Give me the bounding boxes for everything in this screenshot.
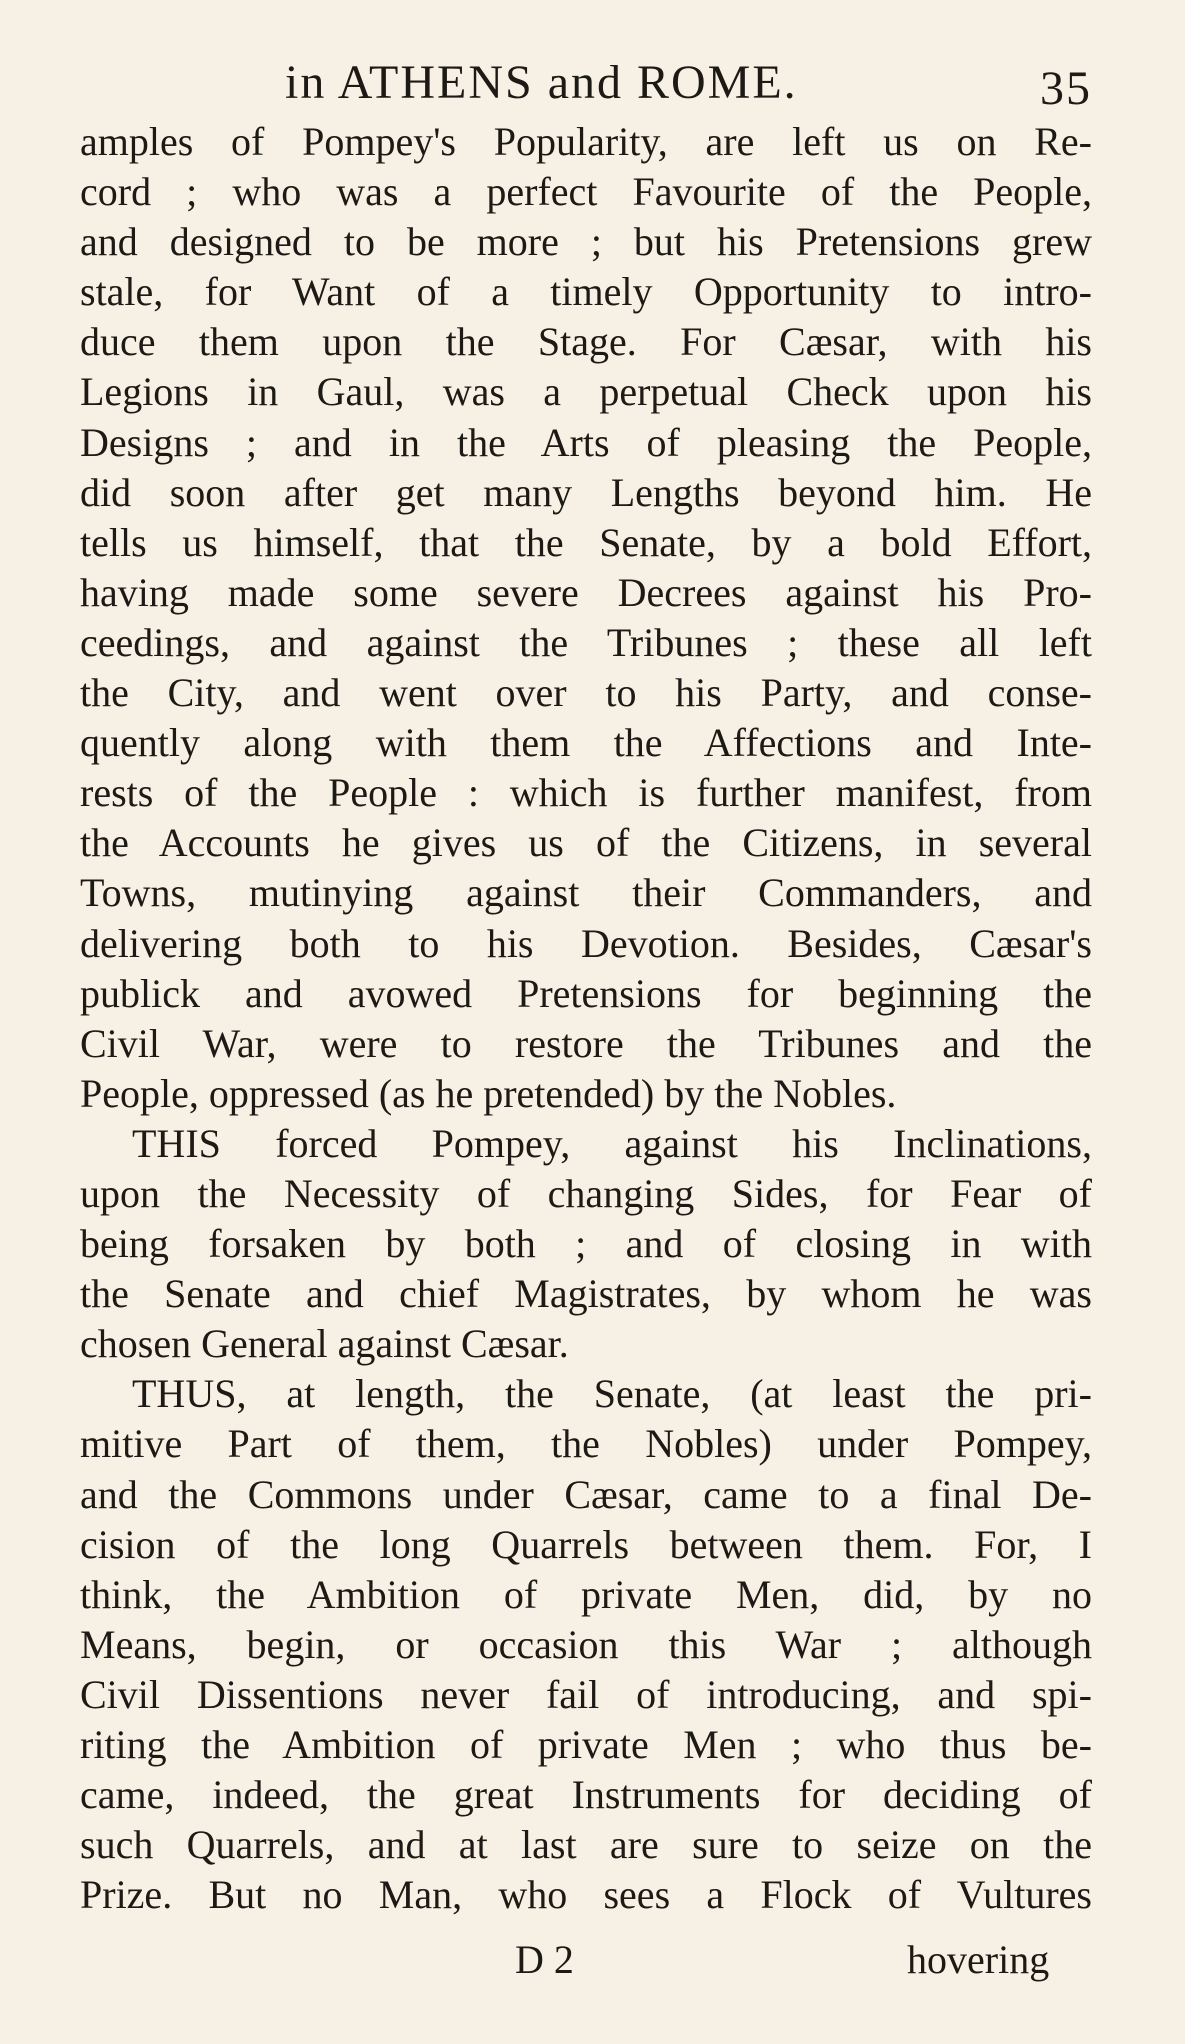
- page-footer: [0, 1936, 1185, 1986]
- text-line: Legions in Gaul, was a perpetual Check upon his: [80, 369, 1092, 415]
- text-line: amples of Pompey's Popularity, are left us on Re-: [80, 119, 1092, 164]
- text-line: such Quarrels, and at last are sure to seize on the: [80, 1822, 1092, 1868]
- text-line: upon the Necessity of changing Sides, for Fear of: [80, 1170, 1092, 1216]
- running-header: [0, 55, 1185, 115]
- text-line: and the Commons under Cæsar, came to a final De-: [80, 1471, 1092, 1517]
- body-text: [80, 117, 1092, 1920]
- text-line: cord ; who was a perfect Favourite of the People,: [80, 169, 1092, 215]
- text-line: Civil Dissentions never fail of introducing, and spi-: [80, 1671, 1092, 1717]
- text-line: publick and avowed Pretensions for beginning the: [80, 970, 1092, 1016]
- text-line: came, indeed, the great Instruments for deciding of: [80, 1772, 1092, 1818]
- text-line: having made some severe Decrees against his Pro-: [80, 569, 1092, 615]
- text-line: think, the Ambition of private Men, did, by no: [80, 1571, 1092, 1617]
- paragraph-first-line: THUS, at length, the Senate, (at least the pri-: [132, 1371, 1092, 1417]
- text-line: stale, for Want of a timely Opportunity to intro-: [80, 269, 1092, 315]
- text-line: Civil War, were to restore the Tribunes and the: [80, 1020, 1092, 1066]
- text-line: cision of the long Quarrels between them. For, I: [80, 1521, 1092, 1567]
- text-line: the Accounts he gives us of the Citizens, in several: [80, 820, 1092, 866]
- text-line: Designs ; and in the Arts of pleasing the People,: [80, 419, 1092, 465]
- text-line: being forsaken by both ; and of closing in with: [80, 1221, 1092, 1267]
- text-line: did soon after get many Lengths beyond him. He: [80, 469, 1092, 515]
- text-line: quently along with them the Affections and Inte-: [80, 720, 1092, 766]
- text-line: chosen General against Cæsar.: [80, 1321, 569, 1367]
- text-line: tells us himself, that the Senate, by a bold Effort,: [80, 519, 1092, 565]
- signature-mark: D 2: [515, 1937, 574, 1982]
- text-line: riting the Ambition of private Men ; who thus be-: [80, 1722, 1092, 1767]
- running-title: in ATHENS and ROME.: [285, 56, 798, 109]
- text-line: the City, and went over to his Party, and conse-: [80, 670, 1092, 716]
- catchword: hovering: [907, 1937, 1050, 1982]
- text-line: and designed to be more ; but his Pretensions grew: [80, 219, 1092, 265]
- page-number: 35: [1040, 62, 1092, 115]
- text-line: the Senate and chief Magistrates, by whom he was: [80, 1271, 1092, 1317]
- text-line: duce them upon the Stage. For Cæsar, with his: [80, 319, 1092, 365]
- paragraph-first-line: THIS forced Pompey, against his Inclinations,: [132, 1120, 1092, 1166]
- text-line: People, oppressed (as he pretended) by the Nobles.: [80, 1070, 897, 1116]
- text-line: Means, begin, or occasion this War ; although: [80, 1621, 1092, 1667]
- text-line: delivering both to his Devotion. Besides, Cæsar's: [80, 920, 1092, 966]
- text-line: Prize. But no Man, who sees a Flock of Vultures: [80, 1872, 1092, 1918]
- text-line: rests of the People : which is further manifest, from: [80, 770, 1092, 816]
- text-line: mitive Part of them, the Nobles) under Pompey,: [80, 1421, 1092, 1467]
- text-line: ceedings, and against the Tribunes ; these all left: [80, 619, 1092, 665]
- text-line: Towns, mutinying against their Commanders, and: [80, 870, 1092, 916]
